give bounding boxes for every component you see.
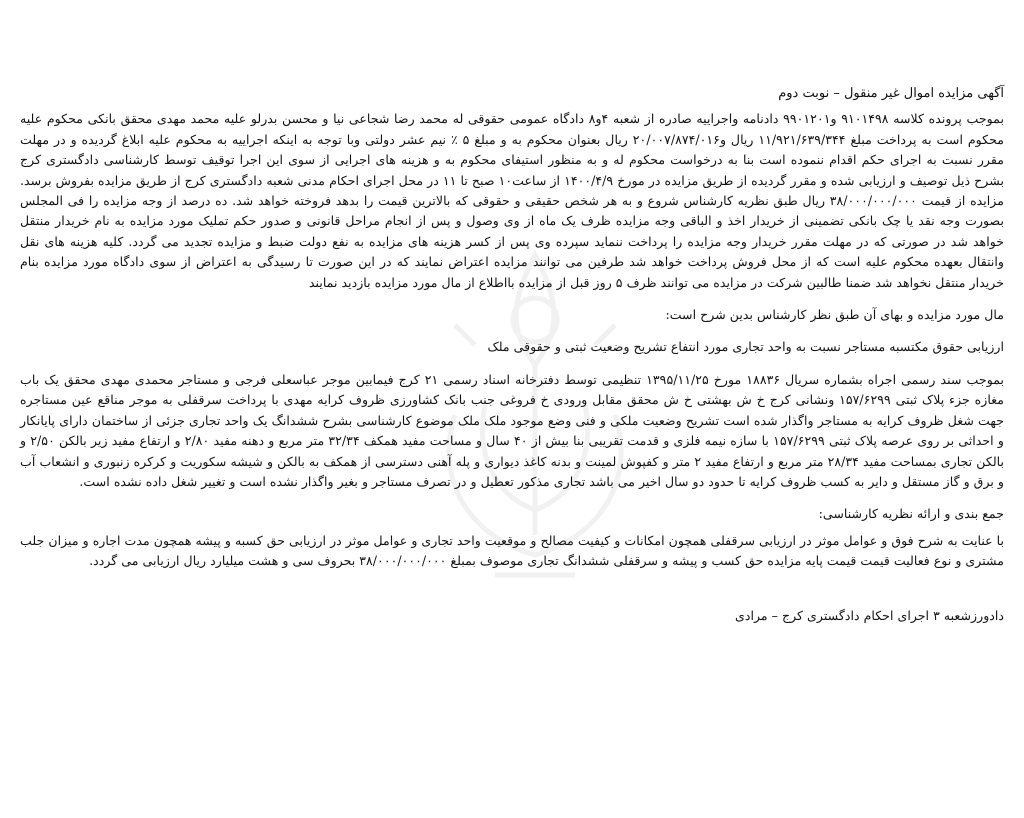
- notice-document: [20, 84, 1004, 626]
- summary-heading: جمع بندی و ارائه نظریه کارشناسی:: [818, 506, 1004, 522]
- signature: دادورزشعبه ۳ اجرای احکام دادگستری کرج – مرادی: [735, 607, 1004, 623]
- item-subject: ارزیابی حقوق مکتسبه مستاجر نسبت به واحد تجاری مورد انتفاع تشریح وضعیت ثبتی و حقوقی ملک: [487, 339, 1004, 355]
- notice-title: آگهی مزایده اموال غیر منقول – نوبت دوم: [778, 86, 1004, 101]
- property-description: بموجب سند رسمی اجراه بشماره سریال ۱۸۸۳۶ مورخ ۱۳۹۵/۱۱/۲۵ تنظیمی توسط دفترخانه اسناد رسمی ۲۱ کرج فیمابین موجر عباسعلی فرجی و مستاجر محمدی مهدی محقق یک باب مغازه جزء پلاک ثبتی ۱۵۷/۶۲۹۹ ونشانی کرج خ ش بهشتی خ ش محقق مقابل ورودی خ فروغی جنب بانک کشاورزی ظروف کرایه مهدی با پرداخت سرقفلی به موجر مناقع عین مستاجره جهت شغل ظروف کرایه به مستاجر واگذار شده است تشریح وضعیت ملکی و فنی وضع موجود ملک ملک موضوع کارشناسی بشرح ششدانگ یک واحد تجاری جزئی از ساختمان دارای پایانکار و احداثی بر روی عرصه پلاک ثبتی ۱۵۷/۶۲۹۹ با سازه نیمه فلزی و قدمت تقریبی بنا بیش از ۴۰ سال و مساحت مفید همکف ۳۲/۳۴ متر مربع و دهنه مفید ۲/۸۰ و ارتفاع مفید زیر بالکن ۲/۵۰ و بالکن تجاری بمساحت مفید ۲۸/۳۴ متر مربع و ارتفاع مفید ۲ متر و کفپوش لمینت و بدنه کاغذ دیواری و پله آهنی دسترسی از همکف به بالکن و شیشه سکوریت و کرکره زنبوری و انشعاب آب و برق و گاز مستقل و دایر به کسب ظروف کرایه تا حدود دو سال اخیر می باشد تجاری مذکور تعطیل و در تصرف مستاجر و بغیر واگذار نشده است و تغییر شغل داده نشده است.: [20, 371, 1004, 489]
- notice-intro: بموجب پرونده کلاسه ۹۱۰۱۴۹۸ و۹۹۰۱۲۰۱ دادنامه واجراییه صادره از شعبه ۴و۸ دادگاه عمومی حقوقی له محمد رضا شجاعی نیا و محسن بدرلو علیه محمد مهدی محقق بانکی محکوم علیه محکوم است به پرداخت مبلغ ۱۱/۹۲۱/۶۳۹/۳۴۴ ریال و۲۰/۰۰۷/۸۷۴/۰۱۶ ریال بعنوان محکوم به و مبلغ ۵ ٪ نیم عشر دولتی وبا توجه به اینکه اجراییه به محکوم علیه ابلاغ گردیده و در مهلت مقرر نسبت به اجرای حکم اقدام ننموده است بنا به درخواست محکوم له و به منظور استیفای محکوم به و هزینه های اجرایی از سوی این اجرا توقیف توسط کارشناسی دادگستری کرج بشرح ذیل توصیف و ارزیابی شده و مقرر گردیده از طریق مزایده در مورخ ۱۴۰۰/۴/۹ از ساعت۱۰ صبح تا ۱۱ در محل اجرای احکام مدنی شعبه دادگستری کرج از طریق مزایده بفروش برسد. مزایده از قیمت ۳۸/۰۰۰/۰۰۰/۰۰۰ ریال طبق نظریه کارشناس شروع و به هر شخص حقیقی و حقوقی که بالاترین قیمت را بدهد فروخته خواهد شد. ده درصد از وجه مزایده را فی المجلس بصورت وجه نقد یا چک بانکی تضمینی از خریدار اخذ و الباقی وجه مزایده ظرف یک ماه از وی وصول و پس از انجام مراحل قانونی و صدور حکم تملیک مورد مزایده به نام خریدار منتقل خواهد شد در صورتی که در مهلت مقرر خریدار وجه مزایده را پرداخت ننماید سپرده وی پس از کسر هزینه های مزایده به نفع دولت ضبط و مزایده تجدید می گردد. کلیه هزینه های نقل وانتقال بعهده محکوم علیه است که از محل فروش پرداخت خواهد شد طرفین می توانند مزایده اعتراض نمایند که در این صورت تا رسیدگی به اعتراض از سوی دادگاه مورد مزایده بنام خریدار منتقل نخواهد شد ضمنا طالبین شرکت در مزایده می توانند ظرف ۵ روز قبل از مزایده بااطلاع از مال مورد مزایده بازدید نمایند: [20, 111, 1004, 290]
- item-heading: مال مورد مزایده و بهای آن طبق نظر کارشناس بدین شرح است:: [665, 307, 1004, 323]
- summary-text: با عنایت به شرح فوق و عوامل موثر در ارزیابی سرقفلی همچون امکانات و کیفیت مصالح و موقعیت واحد تجاری و عوامل موثر در ارزیابی حق کسبه و پیشه همچون مدت اجاره و میزان جلب مشتری و نوع فعالیت قیمت قیمت پایه مزایده حق کسب و پیشه و سرقفلی ششدانگ تجاری موصوف بمبلغ ۳۸/۰۰۰/۰۰۰/۰۰۰ بحروف سی و هشت میلیارد ریال ارزیابی می گردد.: [20, 532, 1004, 569]
